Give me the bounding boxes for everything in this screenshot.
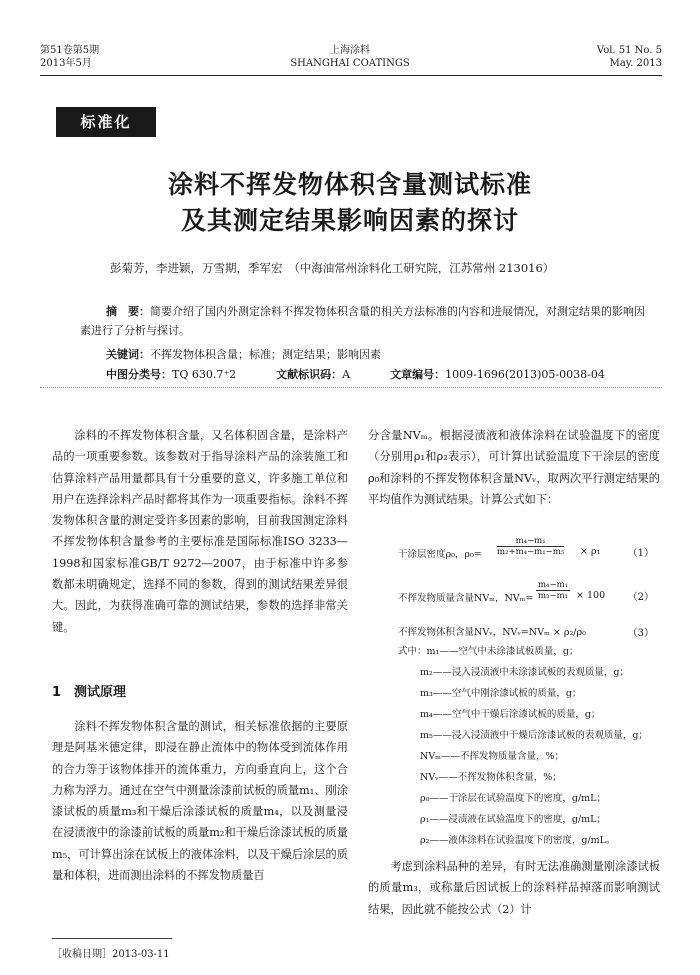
- abstract-divider: [40, 387, 662, 388]
- journal-name-cn: 上海涂料: [330, 45, 370, 56]
- variable-def: ρ₂——液体涂料在试验温度下的密度，g/mL。: [420, 835, 616, 846]
- abstract: [80, 302, 650, 340]
- abstract-label: 摘 要：: [106, 305, 150, 318]
- principle-continued: 分含量NVₘ。根据浸渍液和液体涂料在试验温度下的密度（分别用ρ₁和ρ₂表示），可计算出试验温度下干涂层的密度ρ₀和涂料的不挥发物体积含量NVᵥ，取两次平行测定结果的平均值作为测试结果。计算公式如下：: [368, 429, 660, 506]
- classification-line: [106, 365, 676, 384]
- category-tag: 标准化: [56, 107, 156, 137]
- formula-1-fraction: [497, 536, 564, 557]
- variable-def: ρ₁——浸渍液在试验温度下的密度，g/mL；: [420, 814, 606, 825]
- keywords-label: 关键词：: [106, 348, 150, 361]
- article-label: 文章编号：: [390, 368, 446, 381]
- formula-2-tail: × 100: [576, 590, 606, 601]
- formula-1-tail: × ρ₁: [580, 546, 601, 557]
- variable-def: NVₘ——不挥发物质量含量，%；: [420, 751, 565, 762]
- intro-paragraph: 涂料的不挥发物体积含量，又名体积固含量，是涂料产品的一项重要参数。该参数对于指导涂料产品的涂装施工和估算涂料产品用量都具有十分重要的意义，许多施工单位和用户在选择涂料产品时都将其作为一项重要指标。涂料不挥发物体积含量的测定受许多因素的影响，目前我国测定涂料不挥发物体积含量参考的主要标准是国际标准ISO 3233—1998和国家标准GB/T 9272—2007，由于标准中许多参数都未明确规定，选择不同的参数，得到的测试结果差异很大。因此，为获得准确可靠的测试结果，参数的选择非常关键。: [52, 429, 348, 634]
- journal-name-en: SHANGHAI COATINGS: [290, 58, 410, 69]
- authors-affiliation: 彭菊芳，李进颖，万雪期，季军宏 （中海油常州涂料化工研究院，江苏常州 213016）: [110, 261, 555, 275]
- variable-def: m₂——浸入浸渍液中未涂漆试板的表观质量，g；: [420, 667, 629, 678]
- formula-2-denominator: m₃−m₁: [538, 591, 569, 601]
- article-title-line1: 涂料不挥发物体积含量测试标准: [167, 170, 532, 199]
- journal-date-en: May. 2013: [609, 58, 662, 69]
- formula-3: [398, 620, 660, 642]
- variable-def: m₄——空气中干燥后涂漆试板的质量，g；: [420, 709, 601, 720]
- journal-volume: 第51卷第5期: [40, 45, 100, 56]
- formula-3-text: 不挥发物体积含量NVᵥ，NVᵥ=NVₘ × ρ₂/ρ₀: [398, 627, 586, 638]
- formula-1-denominator: m₂+m₄−m₁−m₅: [497, 547, 565, 557]
- journal-name: [0, 44, 700, 70]
- clc-label: 中图分类号：: [106, 368, 172, 381]
- footnote-rule: [52, 938, 172, 939]
- doc-label: 文献标识码：: [276, 368, 343, 381]
- doc-value: A: [342, 368, 351, 381]
- formula-2-number: （2）: [627, 592, 654, 603]
- formula-1-numerator: m₄−m₁: [497, 536, 564, 547]
- variable-def: NVᵥ——不挥发物体积含量，%；: [420, 772, 562, 783]
- clc-value: TQ 630.7⁺2: [172, 368, 237, 381]
- variable-def: m₃——空气中刚涂漆试板的质量，g；: [420, 688, 582, 699]
- closing-paragraph: 考虑到涂料品种的差异，有时无法准确测量刚涂漆试板的质量m₃，或称量后因试板上的涂料样品掉落而影响测试结果，因此就不能按公式（2）计: [368, 860, 660, 916]
- article-value: 1009-1696(2013)05-0038-04: [445, 368, 605, 381]
- journal-date: 2013年5月: [40, 58, 92, 69]
- formula-1: [398, 536, 660, 562]
- formula-3-number: （3）: [627, 628, 654, 639]
- section-heading: 1 测试原理: [52, 685, 127, 700]
- abstract-text: 简要介绍了国内外测定涂料不挥发物体积含量的相关方法标准的内容和进展情况，对测定结果的影响因素进行了分析与探讨。: [80, 305, 645, 337]
- variable-def: m₅——浸入浸渍液中干燥后涂漆试板的表观质量，g；: [420, 730, 648, 741]
- keywords-text: 不挥发物体积含量；标准；测定结果；影响因素: [150, 348, 381, 361]
- header-rule: [40, 75, 662, 76]
- journal-volume-en: Vol. 51 No. 5: [596, 45, 662, 56]
- journal-issue-en: [597, 44, 662, 70]
- formula-2-label: 不挥发物质量含量NVₘ，NVₘ=: [398, 593, 534, 604]
- principle-paragraph: 涂料不挥发物体积含量的测试，相关标准依据的主要原理是阿基米德定律，即浸在静止流体中的物体受到流体作用的合力等于该物体排开的流体重力，方向垂直向上，这个合力称为浮力。通过在空气中测量涂漆前试板的质量m₁、刚涂漆试板的质量m₃和干燥后涂漆试板的质量m₄，以及测量浸在浸渍液中的涂漆前试板的质量m₂和干燥后涂漆试板的质量m₅，可计算出涂在试板上的液体涂料，以及干燥后涂层的质量和体积，进而测出涂料的不挥发物质量百: [52, 720, 348, 883]
- article-title-line2: 及其测定结果影响因素的探讨: [180, 206, 519, 235]
- formula-2-fraction: [536, 580, 570, 601]
- formula-1-number: （1）: [627, 548, 654, 559]
- variable-def: ρ₀——干涂层在试验温度下的密度，g/mL；: [420, 793, 606, 804]
- formula-1-label: 干涂层密度ρ₀，ρ₀=: [398, 549, 482, 560]
- variable-def: 式中：m₁——空气中未涂漆试板质量，g；: [398, 646, 579, 657]
- formula-2: [398, 580, 660, 606]
- received-date: ［收稿日期］2013-03-11: [52, 949, 170, 960]
- keywords: [106, 345, 676, 364]
- formula-2-numerator: m₄−m₁: [538, 580, 569, 590]
